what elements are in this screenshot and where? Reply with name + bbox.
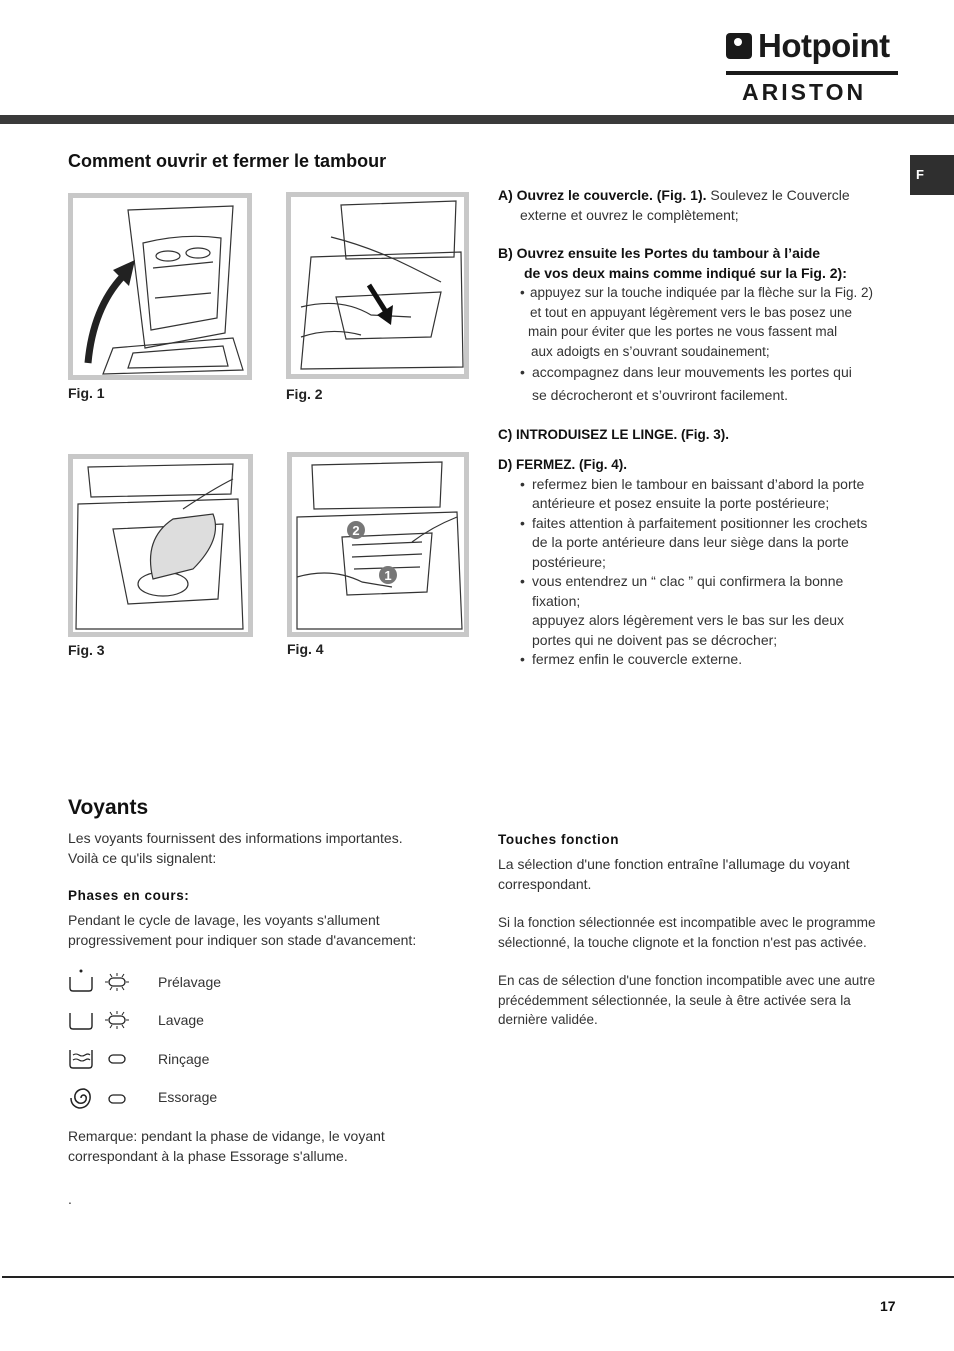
touches-paragraph-2: Si la fonction sélectionnée est incompatible avec le programme sélectionné, la touche clignote et la fonction n'est pas activée. xyxy=(498,915,876,950)
step-a-text: Soulevez le Couvercle xyxy=(706,187,850,203)
figure-1 xyxy=(68,193,252,380)
figure-4 xyxy=(287,452,469,637)
drum-section-title: Comment ouvrir et fermer le tambour xyxy=(68,151,387,171)
step-b-title-2: de vos deux mains comme indiqué sur la Fig. 2): xyxy=(524,264,847,281)
fig3-label: Fig. 3 xyxy=(68,642,105,658)
led-off-icon xyxy=(102,1049,132,1069)
phase-row-prewash: Prélavage xyxy=(68,968,268,998)
footer-rule xyxy=(2,1276,954,1278)
step-a xyxy=(498,186,903,225)
touches-paragraph-1: La sélection d'une fonction entraîne l'allumage du voyant correspondant. xyxy=(498,856,850,892)
led-off-icon xyxy=(102,1089,132,1109)
fig2-label: Fig. 2 xyxy=(286,386,323,402)
brand-sub: ARISTON xyxy=(742,79,867,105)
step-b-bullet-2: • accompagnez dans leur mouvements les portes qui se décrocheront et s’ouvriront facilement. xyxy=(498,361,908,407)
touches-paragraph-3: En cas de sélection d'une fonction incompatible avec une autre précédemment sélectionnée, la seule à être activée sera la dernière validée. xyxy=(498,973,876,1027)
prewash-tub-icon xyxy=(68,968,94,994)
fig4-label: Fig. 4 xyxy=(287,641,324,657)
phase-row-wash: Lavage xyxy=(68,1006,268,1036)
trailing-dot: . xyxy=(68,1191,72,1207)
fig4-marker-1: 1 xyxy=(384,568,392,583)
header-bar xyxy=(0,115,954,124)
brand-name: Hotpoint xyxy=(758,27,890,64)
voyants-intro: Les voyants fournissent des informations importantes. Voilà ce qu'ils signalent: xyxy=(68,830,403,866)
logo-divider xyxy=(726,71,898,75)
fig2-open-drum-doors-illustration xyxy=(291,197,464,374)
lit-led-icon xyxy=(102,972,132,992)
step-a-text-2: externe et ouvrez le complètement; xyxy=(520,206,739,223)
voyants-title: Voyants xyxy=(68,796,149,819)
figure-2 xyxy=(286,192,469,379)
step-c-title: C) INTRODUISEZ LE LINGE. (Fig. 3). xyxy=(498,427,729,442)
step-b-title-1: B) Ouvrez ensuite les Portes du tambour à l’aide xyxy=(498,245,821,261)
fig4-marker-2: 2 xyxy=(352,523,360,538)
touches-title: Touches fonction xyxy=(498,832,620,847)
page-number: 17 xyxy=(880,1298,896,1314)
step-d-bullets: • refermez bien le tambour en baissant d’abord la porte antérieure et posez ensuite la porte postérieure; • faites attention à parfaitement positionner les crochets de la porte antérieure dans leur siège dans la porte postérieure; • vous entendrez un “ clac ” qui confirmera la bonne fixation; appuyez alors légèrement vers le bas sur les deux portes qui ne doivent pas se décrocher; • fermez enfin le couvercle externe. xyxy=(498,475,908,670)
phase-row-rinse: Rinçage xyxy=(68,1045,268,1075)
fig4-close-drum-illustration xyxy=(292,457,464,632)
figure-3 xyxy=(68,454,253,637)
wash-tub-icon xyxy=(68,1006,94,1032)
phase-row-spin: Essorage xyxy=(68,1083,268,1113)
phases-title: Phases en cours: xyxy=(68,888,190,903)
rinse-tub-icon xyxy=(68,1045,94,1071)
step-b xyxy=(498,244,908,407)
spin-remark: Remarque: pendant la phase de vidange, le voyant correspondant à la phase Essorage s'allume. xyxy=(68,1128,385,1164)
step-b-bullet-1: • appuyez sur la touche indiquée par la flèche sur la Fig. 2) et tout en appuyant légèrement vers le bas posez une main pour éviter que les portes ne vous fassent mal aux adoigts en s’ouvrant soudainement; xyxy=(498,283,908,361)
language-tab: F xyxy=(910,155,954,195)
lit-led-icon xyxy=(102,1010,132,1030)
phases-text: Pendant le cycle de lavage, les voyants s'allument progressivement pour indiquer son stade d'avancement: xyxy=(68,912,417,948)
fig1-label: Fig. 1 xyxy=(68,385,105,401)
hotpoint-logo-icon xyxy=(726,33,752,59)
fig3-load-laundry-illustration xyxy=(73,459,248,632)
spin-spiral-icon xyxy=(68,1083,94,1111)
fig1-lid-open-illustration xyxy=(73,198,247,375)
step-d-title: D) FERMEZ. (Fig. 4). xyxy=(498,457,627,472)
step-a-title: A) Ouvrez le couvercle. (Fig. 1). xyxy=(498,187,707,203)
step-d xyxy=(498,455,908,670)
